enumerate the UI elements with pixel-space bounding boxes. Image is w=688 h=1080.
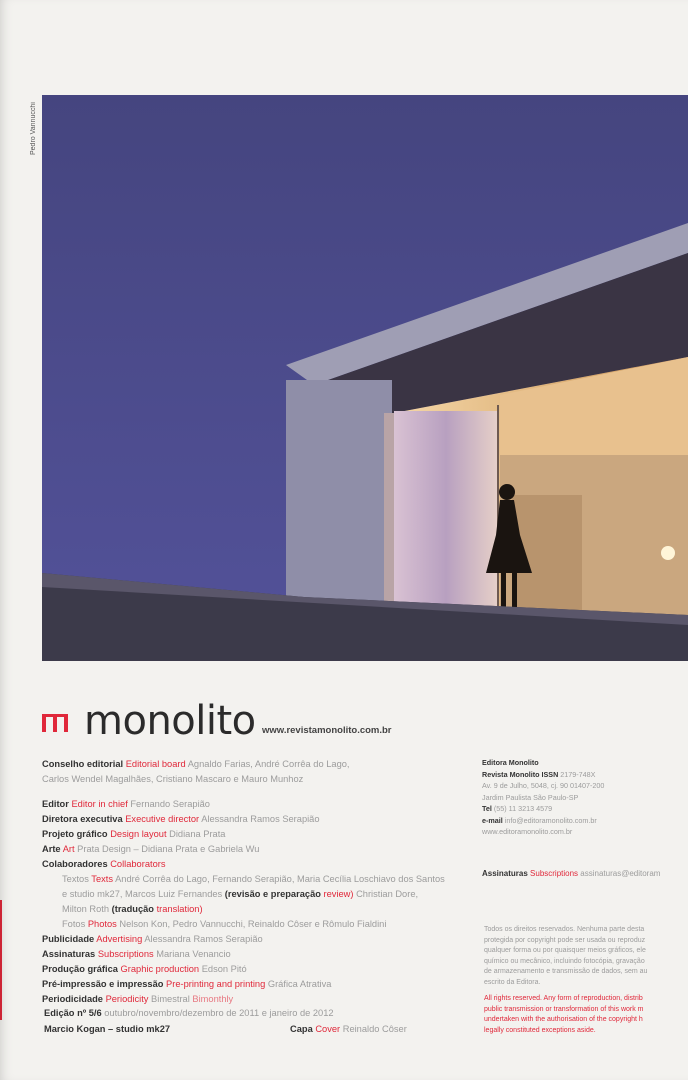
photos-label-en: Photos <box>87 919 117 929</box>
publisher-info <box>482 757 688 838</box>
translator-name: Milton Roth <box>62 904 110 914</box>
edition-label: Edição nº 5/6 <box>44 1008 102 1018</box>
period-label: Periodicidade <box>42 994 103 1004</box>
address-line-2: Jardim Paulista São Paulo-SP <box>482 792 579 802</box>
issn-label: Revista Monolito ISSN <box>482 769 559 779</box>
board-label: Conselho editorial <box>42 759 124 769</box>
translation-label: (tradução <box>111 904 154 914</box>
prod-label-en: Graphic production <box>120 964 200 974</box>
adv-label-en: Advertising <box>96 934 143 944</box>
period-value: Bimestral <box>151 994 190 1004</box>
rights-en-line: undertaken with the authorisation of the copyright h <box>484 1016 643 1023</box>
editor-label: Editor <box>42 799 69 809</box>
prod-label: Produção gráfica <box>42 964 118 974</box>
collab-label: Colaboradores <box>42 859 108 869</box>
texts-label-en: Texts <box>91 874 113 884</box>
exec-label-en: Executive director <box>125 814 200 824</box>
adv-label: Publicidade <box>42 934 95 944</box>
art-label: Arte <box>42 844 61 854</box>
subscriptions-label: Assinaturas <box>482 869 528 878</box>
translation-label-en: translation) <box>156 904 203 914</box>
rights-pt-line: protegida por copyright pode ser usada ou reproduz <box>484 936 646 944</box>
texts-label: Textos <box>62 874 89 884</box>
edition-line <box>44 1008 334 1018</box>
masthead <box>42 757 472 1007</box>
art-name: Prata Design – Didiana Prata e Gabriela Wu <box>77 844 260 854</box>
monolito-logo-icon <box>40 712 80 734</box>
rights-notice <box>484 925 688 1036</box>
subscriptions-label-en: Subscriptions <box>530 869 579 878</box>
tel-label: Tel <box>482 804 492 813</box>
subs-label-en: Subscriptions <box>97 949 154 959</box>
email-label: e-mail <box>482 815 503 825</box>
website-link[interactable]: www.revistamonolito.com.br <box>262 725 392 736</box>
print-label: Pré-impressão e impressão <box>42 979 164 989</box>
design-name: Didiana Prata <box>169 829 226 839</box>
exec-name: Alessandra Ramos Serapião <box>201 814 320 824</box>
print-name: Gráfica Atrativa <box>267 979 332 989</box>
prod-name: Edson Pitó <box>201 964 247 974</box>
board-names: Agnaldo Farias, André Corrêa do Lago, <box>187 759 350 769</box>
photo-credit: Pedro Vannucchi <box>30 102 37 155</box>
photos-label: Fotos <box>62 919 86 929</box>
cover-label-en: Cover <box>315 1024 341 1034</box>
publisher-web-link[interactable]: www.editoramonolito.com.br <box>482 827 573 836</box>
cover-photo <box>42 95 688 661</box>
board-label-en: Editorial board <box>125 759 186 769</box>
cover-credit <box>290 1024 407 1034</box>
period-value-en: Bimonthly <box>192 994 234 1004</box>
subs-label: Assinaturas <box>42 949 96 959</box>
editor-label-en: Editor in chief <box>71 799 128 809</box>
logo <box>40 698 680 744</box>
tel-value: (55) 11 3213 4579 <box>493 804 553 813</box>
rights-pt-line: qualquer forma ou por quaisquer meios gráficos, ele <box>484 947 646 954</box>
rights-en-line: legally constituted exceptions aside. <box>484 1026 596 1034</box>
author: Marcio Kogan – studio mk27 <box>44 1024 171 1034</box>
review-label-en: review) <box>323 889 354 899</box>
logo-wordmark: monolito <box>84 698 256 744</box>
board-names-cont: Carlos Wendel Magalhães, Cristiano Mascaro e Mauro Munhoz <box>42 774 304 784</box>
page-edge-mark <box>0 900 2 1020</box>
rights-pt-line: Todos os direitos reservados. Nenhuma parte desta <box>484 926 645 933</box>
subscriptions-info <box>482 869 688 878</box>
publisher-name: Editora Monolito <box>482 758 539 767</box>
email-link[interactable]: info@editoramonolito.com.br <box>504 815 597 825</box>
print-label-en: Pre-printing and printing <box>166 979 266 989</box>
texts-names-cont: e studio mk27, Marcos Luiz Fernandes <box>62 889 223 899</box>
cover-name: Reinaldo Côser <box>342 1024 407 1034</box>
rights-pt-line: de armazenamento e transmissão de dados, sem au <box>484 968 648 975</box>
rights-en-line: public transmission or transformation of this work m <box>484 1005 644 1013</box>
address-line-1: Av. 9 de Julho, 5048, cj. 90 01407-200 <box>482 781 605 790</box>
issn-value: 2179-748X <box>560 769 596 779</box>
art-label-en: Art <box>62 844 75 854</box>
subs-name: Mariana Venancio <box>156 949 231 959</box>
subscriptions-email[interactable]: assinaturas@editoram <box>580 869 661 878</box>
design-label: Projeto gráfico <box>42 829 108 839</box>
design-label-en: Design layout <box>110 829 167 839</box>
exec-label: Diretora executiva <box>42 814 123 824</box>
rights-en-line: All rights reserved. Any form of reproduction, distrib <box>484 995 643 1002</box>
adv-name: Alessandra Ramos Serapião <box>144 934 263 944</box>
editor-name: Fernando Serapião <box>130 799 210 809</box>
collab-label-en: Collaborators <box>110 859 166 869</box>
rights-pt-line: químico ou mecânico, incluindo fotocópia, gravação <box>484 957 645 965</box>
edition-dates: outubro/novembro/dezembro de 2011 e janeiro de 2012 <box>104 1008 334 1018</box>
review-label: (revisão e preparação <box>224 889 321 899</box>
rights-pt-line: escrito da Editora. <box>484 978 541 986</box>
photos-names: Nelson Kon, Pedro Vannucchi, Reinaldo Côser e Rômulo Fialdini <box>119 919 387 929</box>
cover-label: Capa <box>290 1024 313 1034</box>
texts-names: André Corrêa do Lago, Fernando Serapião, Maria Cecília Loschiavo dos Santos <box>115 874 445 884</box>
texts-names-extra: Christian Dore, <box>356 889 419 899</box>
period-label-en: Periodicity <box>105 994 149 1004</box>
